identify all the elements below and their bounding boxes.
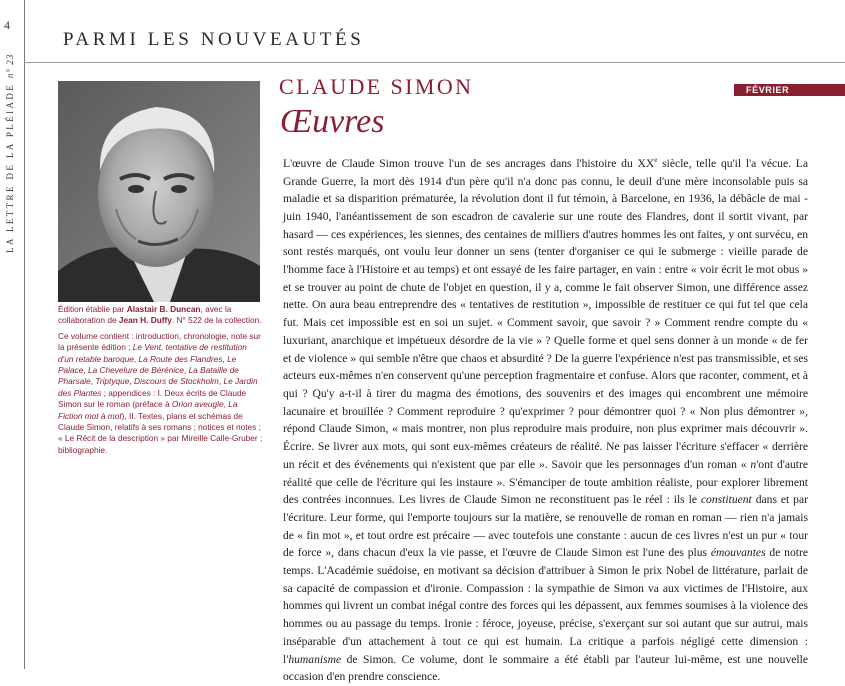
section-divider	[24, 62, 845, 63]
page-spine	[0, 0, 25, 669]
spine-publication: LA LETTRE DE LA PLÉIADE	[5, 82, 15, 253]
author-portrait-image	[58, 81, 260, 302]
edition-caption: Édition établie par Alastair B. Duncan, avec la collaboration de Jean H. Duffy. N° 522 de la collection. Ce volume contient : introduction, chronologie, note sur la présente édition ; Le Vent, tentative de restitution d'un retable baroque, La Route des Flandres, Le Palace, La Chevelure de Bérénice, La Bataille de Pharsale, Triptyque, Discours de Stockholm, Le Jardin des Plantes ; appendices : I. Deux écrits de Claude Simon sur le roman (préface à Orion aveugle, La Fiction mot à mot), II. Textes, plans et schémas de Claude Simon, relatifs à ses romans ; notices et notes ; « Le Récit de la description » par Mireille Calle-Gruber ; bibliographie.	[58, 304, 263, 455]
article-body: L'œuvre de Claude Simon trouve l'un de ses ancrages dans l'histoire du XXe siècle, telle qu'il l'a vécue. La Grande Guerre, la mort dès 1914 d'un père qu'il n'a donc pas connu, le deuil d'une mère inconsolable puis sa maladie et sa disparition prématurée, la révolution dont il fut témoin, à Barcelone, en 1936, la débâcle de mai - juin 1940, l'anéantissement de son escadron de cavalerie sur une route des Flandres, dont il sortit vivant, par hasard — ces expériences, les siennes, des centaines de milliers d'autres hommes les ont faites, y ont survécu, en sont restés marqués, ont voulu leur donner un sens (tenter d'organiser ce qui le submerge : vieille parade de l'homme face à l'Histoire et au temps) et ont essayé de les faire partager, en vain : entre « voir écrit le mot obus » et se trouver au point de chute de l'objet en question, il y a, comme le fait observer Simon, une différence assez nette. On aura beau entreprendre des « tentatives de restitution », impossible de restituer ce qui fut tel que cela fut. Mais cet impossible est en soi un sujet. « Comment savoir, que savoir ? » Comment rendre compte du « luxuriant, anarchique et impétueux désordre de la vie » ? Quelle forme et quel sens donner à un monde « de fer et de violence » qui semble n'être que chaos et absurdité ? De la guerre l'expérience n'est pas transmissible, et ses acteurs eux-mêmes n'en conservent qu'une perception fragmentaire et confuse. Alors que raconter, comment, et à qui ? Qu'y a-t-il à tirer du magma des émotions, des souvenirs et des images qui encombrent une mémoire lacunaire et brouillée ? Comment reproduire ? qu'exprimer ? pour démontrer quoi ? « Non plus démontrer », répond Claude Simon, « mais montrer, non plus reproduire mais produire, non plus exprimer mais découvrir ». Écrire. Se livrer aux mots, qui sont eux-mêmes créateurs de réalité. Ne pas laisser l'écriture s'effacer « derrière un récit et des événements qui n'existent que par elle ». Savoir que les personnages d'un roman « n'ont d'autre réalité que celle de l'écriture qui les instaure ». S'émanciper de toute ambition réaliste, pour explorer librement des contrées inconnues. Les livres de Claude Simon ne reconstituent pas le réel : ils le constituent dans et par l'écriture. Leur forme, qui l'emporte toujours sur la matière, se renouvelle de roman en roman — rien n'a jamais de « fin mot », et tout ordre est précaire — avec toutefois une constante : aucun de ces livres n'est un pur « tour de force », dans chacun d'eux la vie passe, et l'œuvre de Claude Simon est l'une des plus émouvantes de notre temps. L'Académie suédoise, en motivant sa décision d'attribuer à Simon le prix Nobel de littérature, parlait de sa capacité de compassion et d'ironie. Compassion : la sympathie de Simon va aux victimes de l'Histoire, aux hommes qui livrent un combat inégal contre des forces qui les dépassent, aux femmes soumises à la violence des hommes ou au passage du temps. Ironie : féroce, joyeuse, précise, s'exerçant sur soi autant que sur autrui, mais inséparable d'un attachement à tout ce qui est humain. La critique a parfois négligé cette dimension : l'humanisme de Simon. Ce volume, dont le sommaire a été établi par l'auteur lui-même, est une nouvelle occasion d'en prendre conscience.	[283, 156, 809, 684]
spine-issue: n° 23	[5, 53, 15, 79]
month-label: FÉVRIER	[746, 85, 790, 95]
work-title: Œuvres	[280, 103, 385, 140]
spine-title	[1, 23, 19, 253]
page-number: 4	[4, 18, 10, 32]
section-title: PARMI LES NOUVEAUTÉS	[63, 29, 365, 50]
author-photo	[58, 81, 260, 302]
author-name: CLAUDE SIMON	[279, 74, 474, 99]
